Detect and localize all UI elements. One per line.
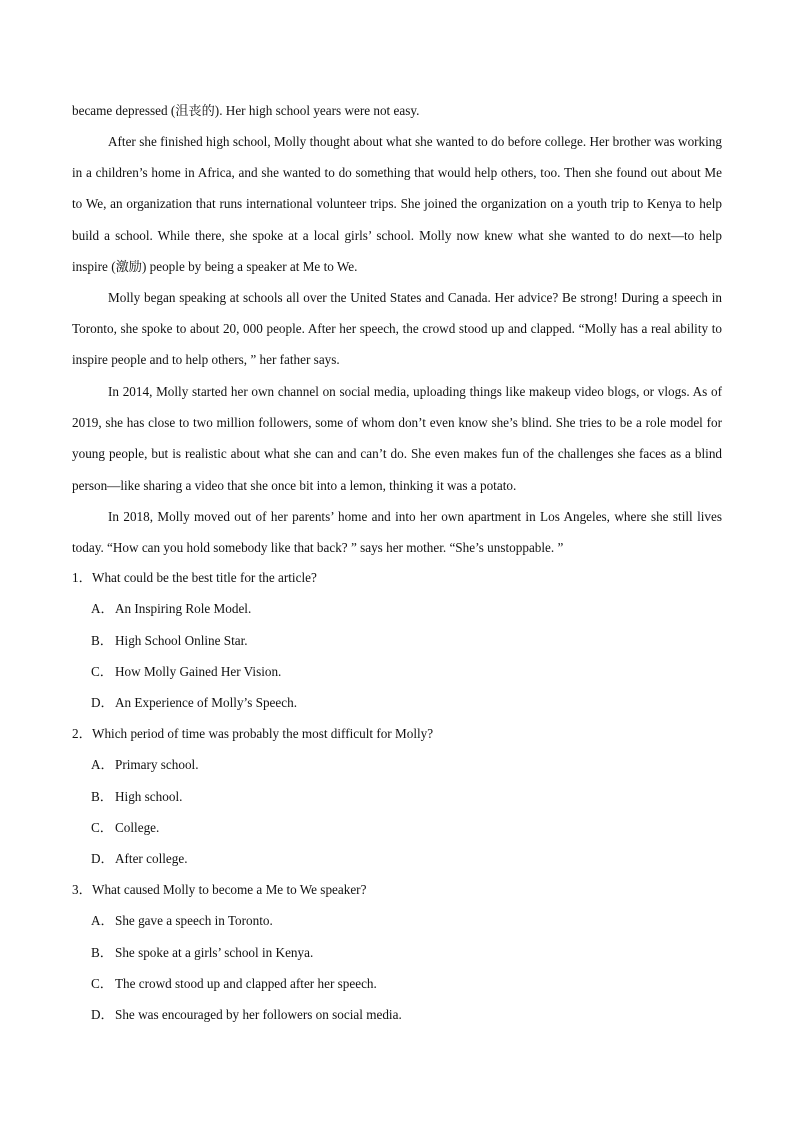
- option-letter: C．: [91, 820, 113, 835]
- question-number: 1．: [72, 570, 92, 585]
- question-1-option-d[interactable]: [91, 693, 711, 713]
- question-3-option-b[interactable]: [91, 943, 711, 963]
- option-text: College.: [115, 820, 160, 835]
- option-text: High School Online Star.: [115, 633, 248, 648]
- option-letter: B．: [91, 945, 113, 960]
- passage-paragraph-3: In 2014, Molly started her own channel on social media, uploading things like makeup video blogs, or vlogs. As of 2019, she has close to two million followers, some of whom don’t even know she’s blind. She tries to be a role model for young people, but is realistic about what she can and can’t do. She even makes fun of the challenges she faces as a blind person—like sharing a video that she once bit into a lemon, thinking it was a potato.: [72, 384, 722, 493]
- option-text: An Inspiring Role Model.: [115, 601, 252, 616]
- option-letter: C．: [91, 664, 113, 679]
- question-1-option-c[interactable]: [91, 662, 711, 682]
- question-1-option-a[interactable]: [91, 599, 711, 619]
- option-text: An Experience of Molly’s Speech.: [115, 695, 298, 710]
- option-text: She was encouraged by her followers on social media.: [115, 1007, 402, 1022]
- question-2-option-c[interactable]: [91, 818, 711, 838]
- option-letter: A．: [91, 601, 114, 616]
- passage-paragraph-1: After she finished high school, Molly thought about what she wanted to do before college. Her brother was working in a children’s home in Africa, and she wanted to do something that would help others, too. Then she found out about Me to We, an organization that runs international volunteer trips. She joined the organization on a youth trip to Kenya to help build a school. While there, she spoke at a local girls’ school. Molly now knew what she wanted to do next—to help inspire (激励) people by being a speaker at Me to We.: [72, 134, 722, 274]
- question-number: 2．: [72, 726, 92, 741]
- option-text: How Molly Gained Her Vision.: [115, 664, 282, 679]
- option-letter: A．: [91, 913, 114, 928]
- option-text: After college.: [115, 851, 188, 866]
- passage-paragraph-0: became depressed (沮丧的). Her high school years were not easy.: [72, 103, 420, 118]
- question-text: Which period of time was probably the most difficult for Molly?: [92, 726, 434, 741]
- option-text: The crowd stood up and clapped after her speech.: [115, 976, 377, 991]
- question-3-option-a[interactable]: [91, 911, 711, 931]
- option-letter: B．: [91, 633, 113, 648]
- question-2-option-b[interactable]: [91, 787, 711, 807]
- option-text: She gave a speech in Toronto.: [115, 913, 273, 928]
- question-text: What caused Molly to become a Me to We speaker?: [92, 882, 367, 897]
- option-letter: D．: [91, 851, 114, 866]
- question-3-option-d[interactable]: [91, 1005, 711, 1025]
- option-letter: C．: [91, 976, 113, 991]
- question-2-option-a[interactable]: [91, 755, 711, 775]
- option-text: High school.: [115, 789, 183, 804]
- passage-paragraph-4: In 2018, Molly moved out of her parents’ home and into her own apartment in Los Angeles, where she still lives today. “How can you hold somebody like that back? ” says her mother. “She’s unstoppable. ”: [72, 509, 722, 556]
- option-letter: A．: [91, 757, 114, 772]
- option-text: She spoke at a girls’ school in Kenya.: [115, 945, 314, 960]
- question-number: 3．: [72, 882, 92, 897]
- option-letter: D．: [91, 695, 114, 710]
- question-3-option-c[interactable]: [91, 974, 711, 994]
- question-1: [72, 568, 722, 588]
- option-text: Primary school.: [115, 757, 199, 772]
- question-text: What could be the best title for the article?: [92, 570, 317, 585]
- option-letter: B．: [91, 789, 113, 804]
- question-1-option-b[interactable]: [91, 631, 711, 651]
- option-letter: D．: [91, 1007, 114, 1022]
- question-2-option-d[interactable]: [91, 849, 711, 869]
- passage-paragraph-2: Molly began speaking at schools all over the United States and Canada. Her advice? Be strong! During a speech in Toronto, she spoke to about 20, 000 people. After her speech, the crowd stood up and clapped. “Molly has a real ability to inspire people and to help others, ” her father says.: [72, 290, 722, 368]
- question-3: [72, 880, 722, 900]
- question-2: [72, 724, 722, 744]
